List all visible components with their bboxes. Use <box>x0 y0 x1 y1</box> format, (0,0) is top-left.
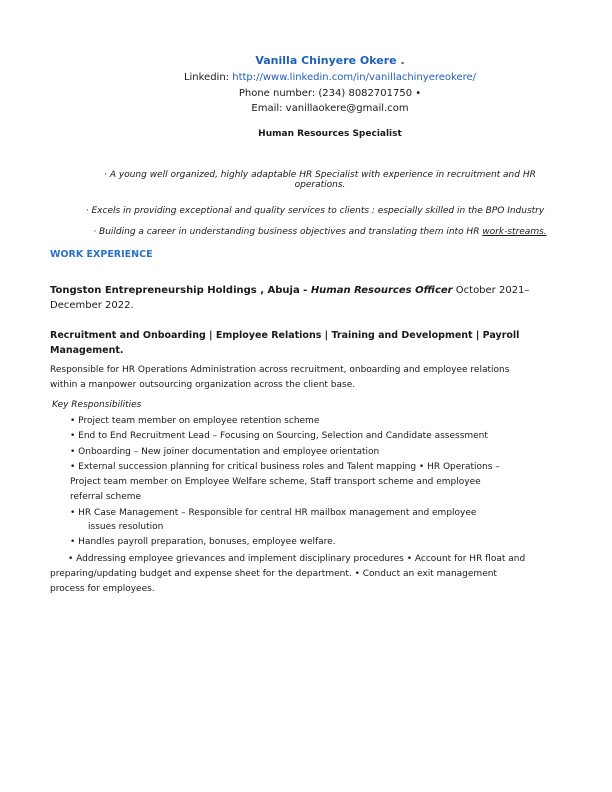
list-item: issues resolution <box>88 522 164 532</box>
description-line-2: within a manpower outsourcing organization across the client base. <box>50 380 356 390</box>
job-focus-areas <box>50 328 560 358</box>
description-line-1: Responsible for HR Operations Administration across recruitment, onboarding and employee relations <box>50 365 510 375</box>
summary-item-1 <box>80 170 560 190</box>
job-dates-end: December 2022. <box>50 300 134 311</box>
job-header <box>50 283 560 313</box>
work-streams-link[interactable]: work-streams. <box>482 227 547 237</box>
list-item: Project team member on Employee Welfare scheme, Staff transport scheme and employee <box>70 477 481 487</box>
linkedin-line <box>150 72 510 83</box>
focus-line-1: Recruitment and Onboarding | Employee Relations | Training and Development | Payroll <box>50 330 520 341</box>
list-item: • Addressing employee grievances and implement disciplinary procedures • Account for HR float and <box>68 554 526 564</box>
list-item: • Project team member on employee retention scheme <box>70 416 320 426</box>
list-item: • HR Case Management – Responsible for central HR mailbox management and employee <box>70 508 477 518</box>
company-name: Tongston Entrepreneurship Holdings , Abuja - <box>50 285 311 296</box>
summary-text-1b: operations. <box>294 180 346 190</box>
summary-text-1: · A young well organized, highly adaptable HR Specialist with experience in recruitment and HR <box>104 170 536 180</box>
list-item: • External succession planning for critical business roles and Talent mapping • HR Operations – <box>70 462 500 472</box>
focus-line-2: Management. <box>50 345 124 356</box>
email-line: Email: vanillaokere@gmail.com <box>251 103 409 114</box>
summary-item-3 <box>80 227 560 237</box>
list-item: referral scheme <box>70 492 142 502</box>
list-item: process for employees. <box>50 584 155 594</box>
candidate-name: Vanilla Chinyere Okere . <box>255 54 405 67</box>
job-dates: October 2021– <box>452 285 530 296</box>
work-experience-heading: WORK EXPERIENCE <box>50 249 153 260</box>
list-item: preparing/updating budget and expense sheet for the department. • Conduct an exit management <box>50 569 497 579</box>
key-responsibilities-label: Key Responsibilities <box>52 400 142 410</box>
summary-text-3: · Building a career in understanding business objectives and translating them into HR <box>93 227 483 237</box>
role-title: Human Resources Officer <box>310 285 453 296</box>
list-item: • End to End Recruitment Lead – Focusing on Sourcing, Selection and Candidate assessment <box>70 431 488 441</box>
list-item: • Onboarding – New joiner documentation and employee orientation <box>70 447 380 457</box>
summary-item-2: · Excels in providing exceptional and quality services to clients : especially skilled in the BPO Industry <box>85 206 545 216</box>
phone-line: Phone number: (234) 8082701750 • <box>238 88 422 99</box>
linkedin-label: Linkedin: <box>183 72 230 83</box>
job-title: Human Resources Specialist <box>258 129 402 139</box>
linkedin-link[interactable]: http://www.linkedin.com/in/vanillachinyereokere/ <box>232 72 477 83</box>
job-description <box>50 363 570 393</box>
list-item: • Handles payroll preparation, bonuses, employee welfare. <box>70 537 336 547</box>
